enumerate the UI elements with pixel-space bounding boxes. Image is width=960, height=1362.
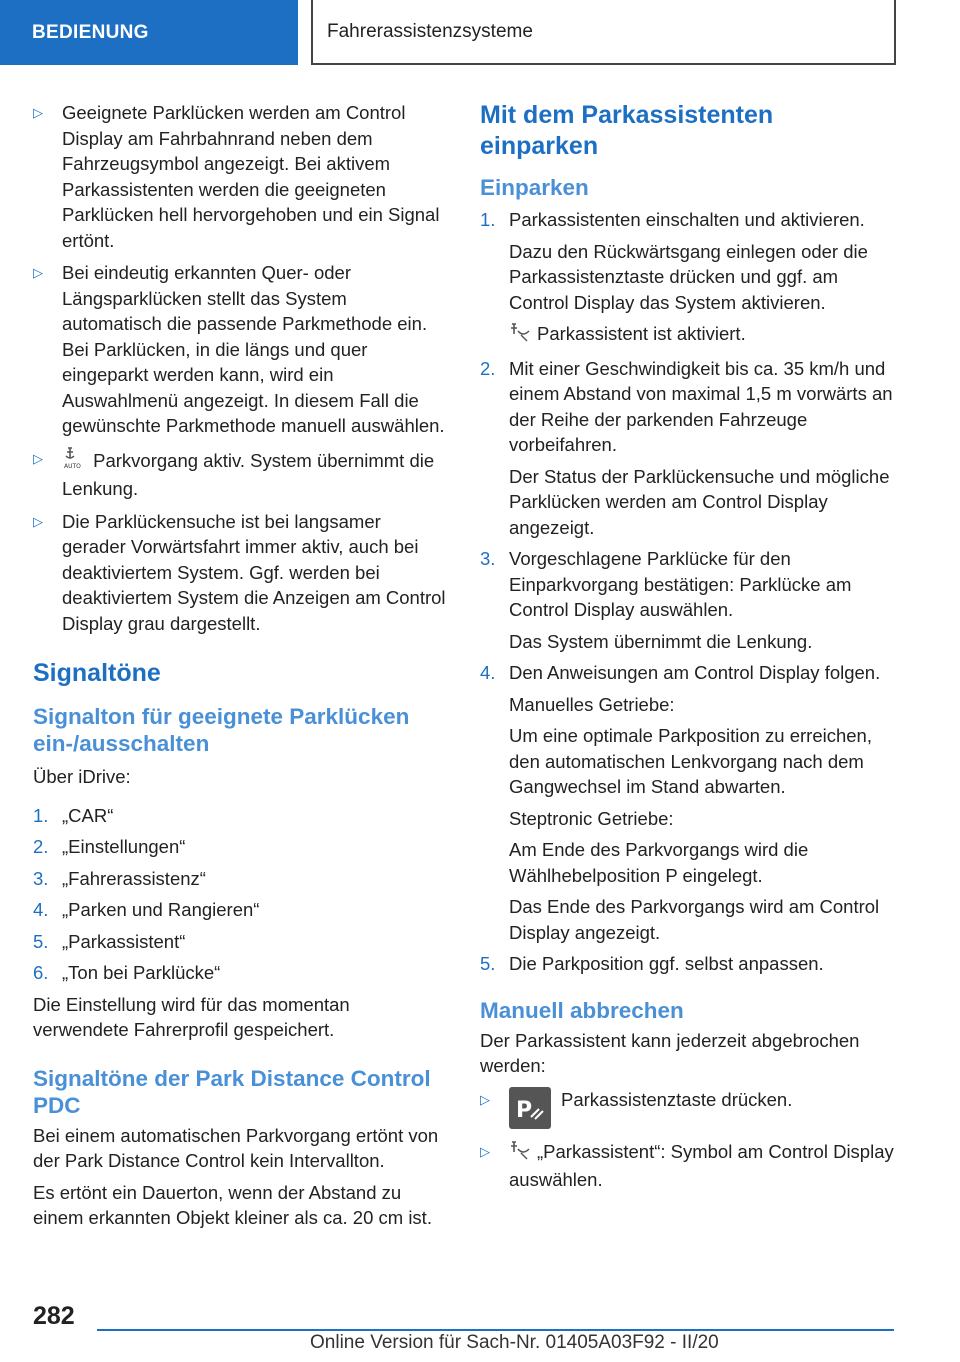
svg-text:P: P: [516, 1097, 533, 1123]
step-number: 3.: [480, 548, 496, 569]
step-number: 1.: [480, 209, 496, 230]
footer-divider: [97, 1329, 894, 1331]
step-text: Parkassistenten einschalten und aktivieren.: [509, 209, 865, 230]
list-item: [480, 207, 896, 233]
step-text: Mit einer Geschwindigkeit bis ca. 35 km/h und einem Abstand von maximal 1,5 m vorwärts an der Reihe der parkenden Fahrzeuge vorbeifahren.: [509, 357, 893, 455]
heading-einparken: Einparken: [480, 175, 589, 200]
bullet-marker: ▷: [480, 1091, 490, 1107]
bullet-item: [33, 100, 447, 253]
step-detail: Das Ende des Parkvorgangs wird am Control Display angezeigt.: [509, 896, 880, 943]
step-text: Den Anweisungen am Control Display folgen.: [509, 662, 881, 683]
bullet-text: Parkvorgang aktiv. System übernimmt die Lenkung.: [62, 449, 435, 499]
idrive-intro: Über iDrive:: [33, 766, 131, 787]
step-number: 2.: [480, 357, 496, 379]
step-detail: Am Ende des Parkvorgangs wird die Wählhebelposition P eingelegt.: [509, 839, 809, 886]
step-text: „Parkassistent“: [62, 930, 186, 952]
list-item: [33, 897, 447, 923]
step-detail: Manuelles Getriebe:: [509, 693, 675, 715]
park-assist-icon: [509, 1139, 533, 1168]
chapter-title: Fahrerassistenzsysteme: [311, 0, 896, 65]
left-column: [33, 100, 447, 1231]
list-item: [33, 929, 447, 955]
list-item: [480, 660, 896, 686]
footer-online-version: Online Version für Sach-Nr. 01405A03F92 - II/20: [310, 1332, 719, 1353]
step-detail: Dazu den Rückwärtsgang einlegen oder die Parkassistenztaste drücken und ggf. am Control Display das System aktivieren.: [509, 240, 868, 313]
bullet-text: Bei eindeutig erkannten Quer- oder Längsparklücken stellt das System automatisch die passende Parkmethode ein. Bei Parklücken, in die längs und quer eingeparkt werden kann, wird ein Auswahlmenü angezeigt. In diesem Fall die gewünschte Parkmethode manuell auswählen.: [62, 262, 445, 436]
abbrechen-intro: Der Parkassistent kann jederzeit abgebrochen werden:: [480, 1029, 860, 1076]
list-item: [480, 356, 896, 458]
list-item: [33, 834, 447, 860]
step-number: 2.: [33, 836, 49, 857]
step-detail: Der Status der Parklückensuche und mögliche Parklücken werden am Control Display angezeigt.: [509, 465, 890, 538]
list-item: [33, 866, 447, 892]
bullet-item: [480, 1087, 896, 1129]
step-detail: Das System übernimmt die Lenkung.: [509, 630, 813, 652]
heading-pdc: Signaltöne der Park Distance Control PDC: [33, 1065, 431, 1118]
step-detail: Steptronic Getriebe:: [509, 807, 674, 829]
step-number: 5.: [480, 953, 496, 974]
park-assist-icon: [509, 321, 533, 350]
step-text: „Einstellungen“: [62, 836, 186, 857]
bullet-marker: ▷: [33, 265, 43, 280]
step-text: Vorgeschlagene Parklücke für den Einparkvorgang bestätigen: Parklücke am Control Display auswählen.: [509, 548, 852, 620]
bullet-text: Die Parklückensuche ist bei langsamer gerader Vorwärtsfahrt immer aktiv, auch bei deaktiviertem System. Ggf. werden bei deaktiviertem System die Anzeigen am Control Display grau dargestellt.: [62, 510, 446, 634]
list-item: [33, 803, 447, 829]
bullet-item: [33, 446, 447, 502]
step-text: „Ton bei Parklücke“: [62, 962, 221, 983]
heading-einparken-main: Mit dem Parkassistenten einparken: [480, 101, 774, 160]
step-number: 6.: [33, 962, 49, 983]
bullet-marker: ▷: [33, 450, 43, 466]
heading-signalton-parkluecken: Signalton für geeignete Parklücken ein-/ausschalten: [33, 704, 410, 756]
step-number: 4.: [480, 662, 496, 683]
page-number: 282: [33, 1302, 75, 1330]
bullet-item: [33, 509, 447, 637]
bullet-text: „Parkassistent“: Symbol am Control Display auswählen.: [509, 1140, 894, 1190]
pdc-paragraph: Bei einem automatischen Parkvorgang ertönt von der Park Distance Control kein Intervallton.: [33, 1124, 439, 1171]
bullet-marker: ▷: [33, 105, 43, 120]
list-item: [33, 960, 447, 986]
bullet-text: Parkassistenztaste drücken.: [561, 1088, 793, 1110]
park-auto-icon: [62, 446, 84, 477]
bullet-item: [33, 260, 447, 439]
step-detail: [480, 321, 896, 350]
step-number: 3.: [33, 867, 49, 889]
bullet-marker: ▷: [480, 1143, 490, 1159]
step-number: 5.: [33, 930, 49, 952]
bullet-text: Geeignete Parklücken werden am Control Display am Fahrbahnrand neben dem Fahrzeugsymbol angezeigt. Bei aktivem Parkassistenten werden die geeigneten Parklücken hell hervorgehoben und ein Signal ertönt.: [62, 102, 440, 251]
steps-note: Die Einstellung wird für das momentan verwendete Fahrerprofil gespeichert.: [33, 993, 350, 1040]
svg-text:AUTO: AUTO: [64, 462, 81, 470]
bullet-marker: ▷: [33, 513, 43, 529]
right-column: [480, 100, 896, 1200]
step-detail: Um eine optimale Parkposition zu erreichen, den automatischen Lenkvorgang nach dem Gangwechsel im Stand abwarten.: [509, 725, 872, 797]
step-number: 1.: [33, 804, 49, 826]
pdc-paragraph: Es ertönt ein Dauerton, wenn der Abstand zu einem erkannten Objekt kleiner als ca. 20 cm ist.: [33, 1181, 432, 1228]
step-text: „Fahrerassistenz“: [62, 867, 206, 889]
status-text: Parkassistent ist aktiviert.: [537, 323, 746, 344]
step-number: 4.: [33, 899, 49, 920]
park-assist-button-icon: [509, 1087, 551, 1129]
list-item: [480, 546, 896, 623]
step-text: „CAR“: [62, 804, 114, 826]
section-tab: BEDIENUNG: [0, 0, 298, 65]
list-item: [480, 951, 896, 977]
heading-abbrechen: Manuell abbrechen: [480, 997, 684, 1023]
bullet-item: [480, 1139, 896, 1193]
step-text: Die Parkposition ggf. selbst anpassen.: [509, 953, 824, 974]
heading-signaltoene: Signaltöne: [33, 659, 161, 687]
step-text: „Parken und Rangieren“: [62, 899, 260, 920]
